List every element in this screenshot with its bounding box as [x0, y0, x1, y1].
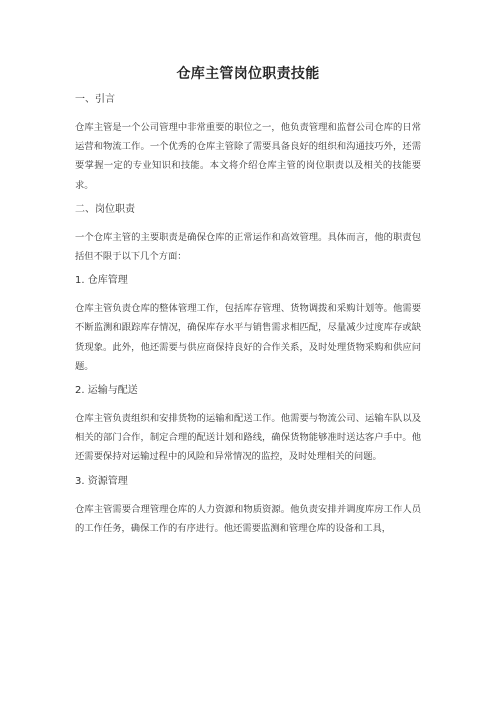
paragraph-resource-management: 仓库主管需要合理管理仓库的人力资源和物质资源。他负责安排并调度库房工作人员的工作任务，确保工作的有序进行。他还需要监测和管理仓库的设备和工具，: [75, 503, 421, 534]
section-heading-duties: 二、岗位职责: [75, 203, 135, 215]
subheading-warehouse-management: 1. 仓库管理: [75, 275, 128, 287]
paragraph-warehouse-management: 仓库主管负责仓库的整体管理工作，包括库存管理、货物调拨和采购计划等。他需要不断监测和跟踪库存情况，确保库存水平与销售需求相匹配，尽量减少过度库存或缺货现象。此外，他还需要与供应商保持良好的合作关系，及时处理货物采购和供应问题。: [75, 303, 421, 372]
paragraph-transport-distribution: 仓库主管负责组织和安排货物的运输和配送工作。他需要与物流公司、运输车队以及相关的部门合作，制定合理的配送计划和路线，确保货物能够准时送达客户手中。他还需要保持对运输过程中的风险和异常情况的监控，及时处理相关的问题。: [75, 413, 421, 463]
paragraph-intro: 仓库主管是一个公司管理中非常重要的职位之一，他负责管理和监督公司仓库的日常运营和物流工作。一个优秀的仓库主管除了需要具备良好的组织和沟通技巧外，还需要掌握一定的专业知识和技能。本文将介绍仓库主管的岗位职责以及相关的技能要求。: [75, 122, 421, 191]
subheading-resource-management: 3. 资源管理: [75, 475, 128, 487]
section-heading-intro: 一、引言: [75, 94, 115, 105]
subheading-transport-distribution: 2. 运输与配送: [75, 385, 138, 397]
paragraph-duties: 一个仓库主管的主要职责是确保仓库的正常运作和高效管理。具体而言，他的职责包括但不限于以下几个方面：: [75, 231, 421, 263]
document-title: 仓库主管岗位职责技能: [176, 66, 320, 82]
